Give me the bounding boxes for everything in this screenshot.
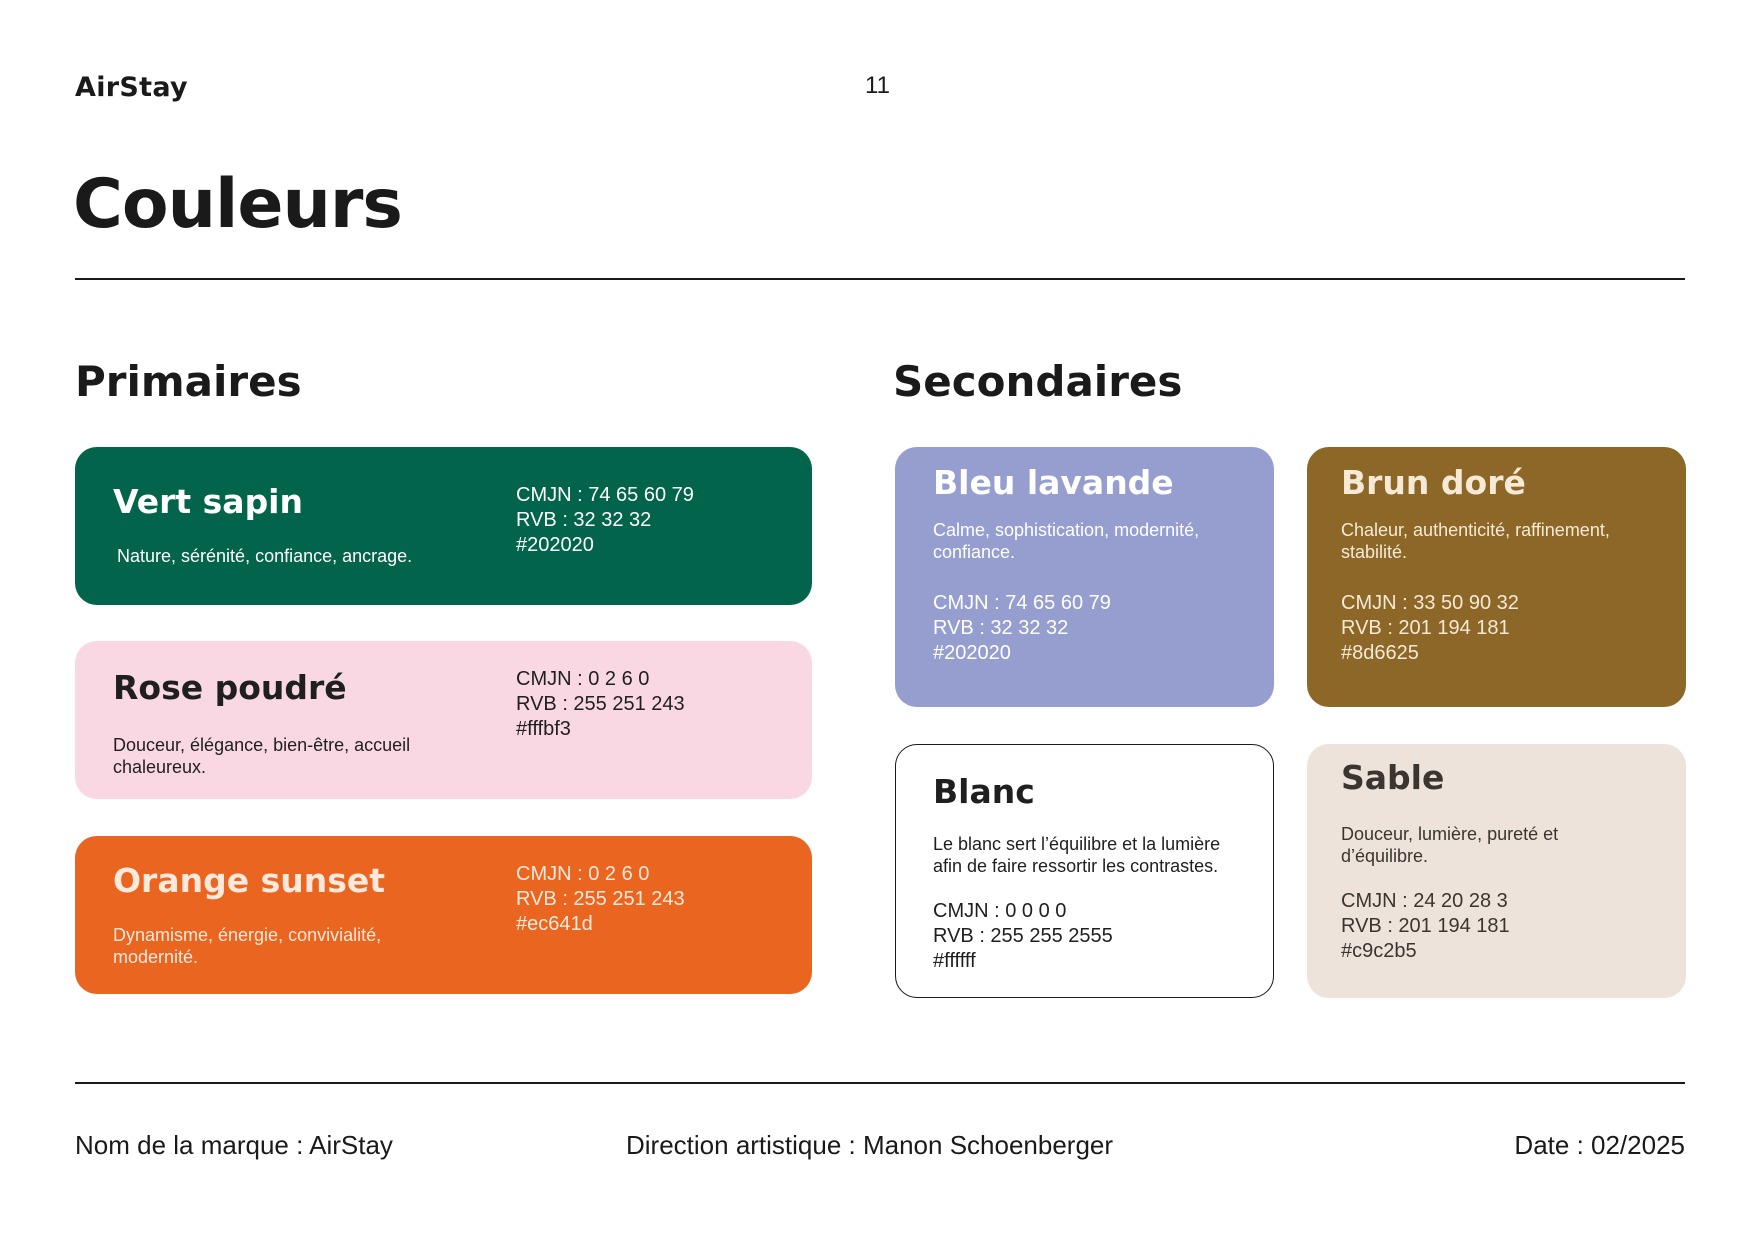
color-name: Orange sunset: [113, 861, 386, 900]
color-description: Calme, sophistication, modernité, confiance.: [933, 520, 1200, 562]
hex-value: #ec641d: [516, 913, 593, 935]
rvb-value: RVB : 32 32 32: [516, 509, 652, 531]
color-card-brun-dore: [1307, 447, 1686, 707]
hex-value: #c9c2b5: [1341, 940, 1417, 962]
hex-value: #202020: [516, 534, 594, 556]
rvb-value: RVB : 32 32 32: [933, 617, 1069, 639]
hex-value: #fffbf3: [516, 718, 571, 740]
cmjn-value: CMJN : 33 50 90 32: [1341, 592, 1519, 614]
hex-value: #8d6625: [1341, 642, 1419, 664]
page-title: Couleurs: [73, 165, 402, 244]
cmjn-value: CMJN : 74 65 60 79: [933, 592, 1111, 614]
color-codes: [933, 591, 1111, 666]
rvb-value: RVB : 255 251 243: [516, 888, 685, 910]
cmjn-value: CMJN : 24 20 28 3: [1341, 890, 1508, 912]
color-card-bleu-lavande: [895, 447, 1274, 707]
hex-value: #202020: [933, 642, 1011, 664]
secondaires-heading: Secondaires: [893, 357, 1183, 406]
color-name: Sable: [1341, 758, 1445, 797]
rvb-value: RVB : 255 251 243: [516, 693, 685, 715]
color-codes: [933, 899, 1113, 974]
color-description: Douceur, lumière, pureté et d’équilibre.: [1341, 824, 1559, 866]
cmjn-value: CMJN : 0 2 6 0: [516, 668, 650, 690]
page-number: 11: [865, 72, 890, 99]
color-codes: [516, 667, 685, 742]
bottom-divider: [75, 1082, 1685, 1084]
color-codes: [1341, 591, 1519, 666]
footer-date: Date : 02/2025: [1514, 1130, 1685, 1160]
color-description: Chaleur, authenticité, raffinement, stabilité.: [1341, 520, 1610, 562]
cmjn-value: CMJN : 0 0 0 0: [933, 900, 1067, 922]
color-name: Vert sapin: [113, 482, 303, 521]
color-name: Brun doré: [1341, 463, 1526, 502]
primaires-heading: Primaires: [75, 357, 302, 406]
color-card-rose-poudre: [75, 641, 812, 799]
color-codes: [516, 483, 694, 558]
color-name: Rose poudré: [113, 668, 347, 707]
brand-logo: AirStay: [75, 72, 188, 103]
cmjn-value: CMJN : 0 2 6 0: [516, 863, 650, 885]
color-card-vert-sapin: [75, 447, 812, 605]
cmjn-value: CMJN : 74 65 60 79: [516, 484, 694, 506]
color-card-blanc: [895, 744, 1274, 998]
rvb-value: RVB : 201 194 181: [1341, 617, 1510, 639]
color-codes: [516, 862, 685, 937]
color-description: Nature, sérénité, confiance, ancrage.: [117, 546, 413, 566]
color-name: Blanc: [933, 772, 1035, 811]
color-description: Le blanc sert l’équilibre et la lumière afin de faire ressortir les contrastes.: [933, 834, 1221, 876]
footer-brand: Nom de la marque : AirStay: [75, 1130, 393, 1160]
footer-direction: Direction artistique : Manon Schoenberger: [626, 1130, 1114, 1160]
color-card-orange-sunset: [75, 836, 812, 994]
color-codes: [1341, 889, 1510, 964]
color-description: Douceur, élégance, bien-être, accueil chaleureux.: [113, 735, 411, 777]
rvb-value: RVB : 255 255 2555: [933, 925, 1113, 947]
color-description: Dynamisme, énergie, convivialité, modernité.: [113, 925, 382, 967]
color-card-sable: [1307, 744, 1686, 998]
rvb-value: RVB : 201 194 181: [1341, 915, 1510, 937]
top-divider: [75, 278, 1685, 280]
color-name: Bleu lavande: [933, 463, 1174, 502]
hex-value: #ffffff: [933, 950, 976, 972]
